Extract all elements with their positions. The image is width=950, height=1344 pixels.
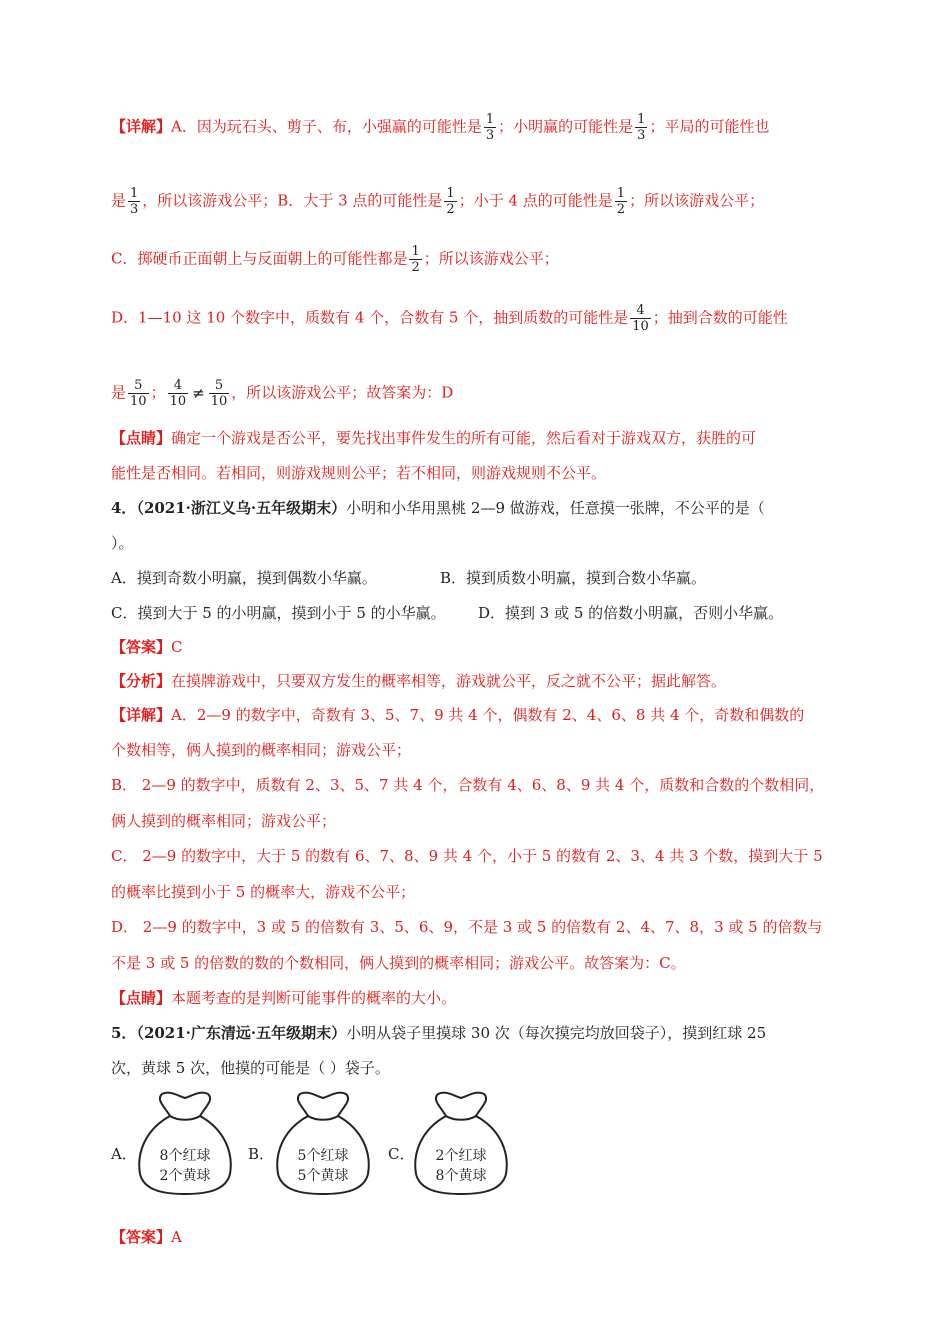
answer-value: C — [171, 638, 183, 656]
bag-a-label: A． — [111, 1145, 137, 1163]
fraction-one-half: $\frac{1}{2}$ — [411, 244, 420, 275]
q4-detail-line-6: 的概率比摸到小于 5 的概率大，游戏不公平； — [111, 883, 416, 901]
q4-point: 【点睛】本题考查的是判断可能事件的概率的大小。 — [111, 989, 457, 1007]
option-a: A．摸到奇数小明赢，摸到偶数小华赢。 — [111, 569, 377, 587]
bag-a-line-1: 8个红球 — [159, 1148, 211, 1164]
q4-option-b-wrap — [440, 567, 706, 589]
question-source: （2021·浙江义乌·五年级期末） — [136, 499, 347, 517]
q4-analysis: 【分析】在摸牌游戏中，只要双方发生的概率相等，游戏就公平，反之就不公平；据此解答。 — [111, 672, 727, 690]
analysis-tag: 【分析】 — [111, 672, 172, 690]
q3-detail-line-2: 是 $\frac{1}{3}$ ，所以该游戏公平；B．大于 3 点的可能性是 $\frac{1}{2}$ ；小于 4 点的可能性是 $\frac{1}{2}$ ；所以该游戏公平； — [111, 186, 765, 217]
q4-option-d-wrap — [478, 602, 783, 624]
question-source: （2021·广东清远·五年级期末） — [136, 1024, 347, 1042]
q4-stem-line-2: ）。 — [111, 534, 134, 552]
q4-detail-line-2: 个数相等，俩人摸到的概率相同；游戏公平； — [111, 741, 412, 759]
q3-detail-line-1: 【详解】A．因为玩石头、剪子、布，小强赢的可能性是 $\frac{1}{3}$ ；小明赢的可能性是 $\frac{1}{3}$ ；平局的可能性也 — [111, 112, 770, 143]
bag-c-label: C． — [388, 1145, 415, 1163]
point-tag: 【点睛】 — [111, 989, 172, 1007]
q3-detail-line-5: 是 $\frac{5}{10}$ ； $\frac{4}{10}$ ≠ $\frac{5}{10}$ ，所以该游戏公平；故答案为：D — [111, 378, 454, 409]
bag-a-image — [130, 1088, 240, 1198]
answer-value: A — [171, 1228, 182, 1246]
bag-c-line-1: 2个红球 — [435, 1148, 487, 1164]
bag-a-line-2: 2个黄球 — [159, 1168, 211, 1184]
fraction-one-third: $\frac{1}{3}$ — [485, 112, 495, 143]
question-number: 5． — [111, 1024, 137, 1042]
not-equal-sign: ≠ — [192, 383, 205, 402]
q5-answer — [111, 1226, 182, 1248]
q3-point-line-1: 【点睛】确定一个游戏是否公平，要先找出事件发生的所有可能，然后看对于游戏双方，获胜的可 — [111, 429, 757, 447]
answer-tag: 【答案】 — [111, 1228, 172, 1246]
point-tag: 【点睛】 — [111, 429, 172, 447]
option-d: D．摸到 3 或 5 的倍数小明赢，否则小华赢。 — [478, 604, 784, 622]
q4-detail-line-8: 不是 3 或 5 的倍数的数的个数相同，俩人摸到的概率相同；游戏公平。故答案为：C。 — [111, 954, 686, 972]
bag-b-image — [268, 1088, 378, 1198]
fraction-five-tenths: $\frac{5}{10}$ — [210, 378, 228, 409]
option-b: B．摸到质数小明赢，摸到合数小华赢。 — [440, 569, 707, 587]
bag-b-line-2: 5个黄球 — [297, 1168, 349, 1184]
question-number: 4． — [111, 499, 137, 517]
bag-c-line-2: 8个黄球 — [435, 1168, 487, 1184]
q5-stem-line-2: 次，黄球 5 次，他摸的可能是（ ）袋子。 — [111, 1059, 390, 1077]
q4-detail-line-5: C． 2—9 的数字中，大于 5 的数有 6、7、8、9 共 4 个，小于 5 的数有 2、3、4 共 3 个数，摸到大于 5 — [111, 847, 823, 865]
option-c: C．摸到大于 5 的小明赢，摸到小于 5 的小华赢。 — [111, 604, 446, 622]
q4-detail-line-3: B． 2—9 的数字中，质数有 2、3、5、7 共 4 个，合数有 4、6、8、9 共 4 个，质数和合数的个数相同， — [111, 776, 825, 794]
bag-c-image — [406, 1088, 516, 1198]
q3-detail-line-4: D．1—10 这 10 个数字中，质数有 4 个，合数有 5 个，抽到质数的可能性是 $\frac{4}{10}$ ；抽到合数的可能性 — [111, 303, 788, 334]
q3-detail-line-3: C．掷硬币正面朝上与反面朝上的可能性都是 $\frac{1}{2}$ ；所以该游戏公平； — [111, 244, 559, 275]
detail-tag: 【详解】 — [111, 706, 172, 724]
fraction-one-third: $\frac{1}{3}$ — [637, 112, 646, 143]
q4-options-row-1 — [111, 567, 377, 589]
bag-b-line-1: 5个红球 — [297, 1148, 349, 1164]
detail-tag: 【详解】 — [111, 117, 172, 136]
bag-b-label: B． — [248, 1145, 275, 1163]
fraction-four-tenths: $\frac{4}{10}$ — [169, 378, 187, 409]
q4-detail-line-7: D． 2—9 的数字中，3 或 5 的倍数有 3、5、6、9，不是 3 或 5 的倍数有 2、4、7、8，3 或 5 的倍数与 — [111, 918, 823, 936]
q4-detail-line-1: 【详解】A．2—9 的数字中，奇数有 3、5、7、9 共 4 个，偶数有 2、4、6、8 共 4 个，奇数和偶数的 — [111, 706, 805, 724]
answer-tag: 【答案】 — [111, 638, 172, 656]
fraction-five-tenths: $\frac{5}{10}$ — [130, 378, 147, 409]
fraction-four-tenths: $\frac{4}{10}$ — [632, 303, 649, 334]
q4-detail-line-4: 俩人摸到的概率相同；游戏公平； — [111, 812, 337, 830]
q4-answer — [111, 636, 183, 658]
fraction-one-half: $\frac{1}{2}$ — [616, 186, 626, 217]
q4-options-row-2 — [111, 602, 446, 624]
q5-stem-line-1: 5．（2021·广东清远·五年级期末）小明从袋子里摸球 30 次（每次摸完均放回袋子），摸到红球 25 — [111, 1024, 767, 1042]
fraction-one-third: $\frac{1}{3}$ — [130, 186, 139, 217]
q4-stem-line-1: 4．（2021·浙江义乌·五年级期末）小明和小华用黑桃 2—9 做游戏，任意摸一张牌，不公平的是（ — [111, 499, 765, 517]
fraction-one-half: $\frac{1}{2}$ — [446, 186, 455, 217]
q3-point-line-2: 能性是否相同。若相同，则游戏规则公平；若不相同，则游戏规则不公平。 — [111, 464, 607, 482]
